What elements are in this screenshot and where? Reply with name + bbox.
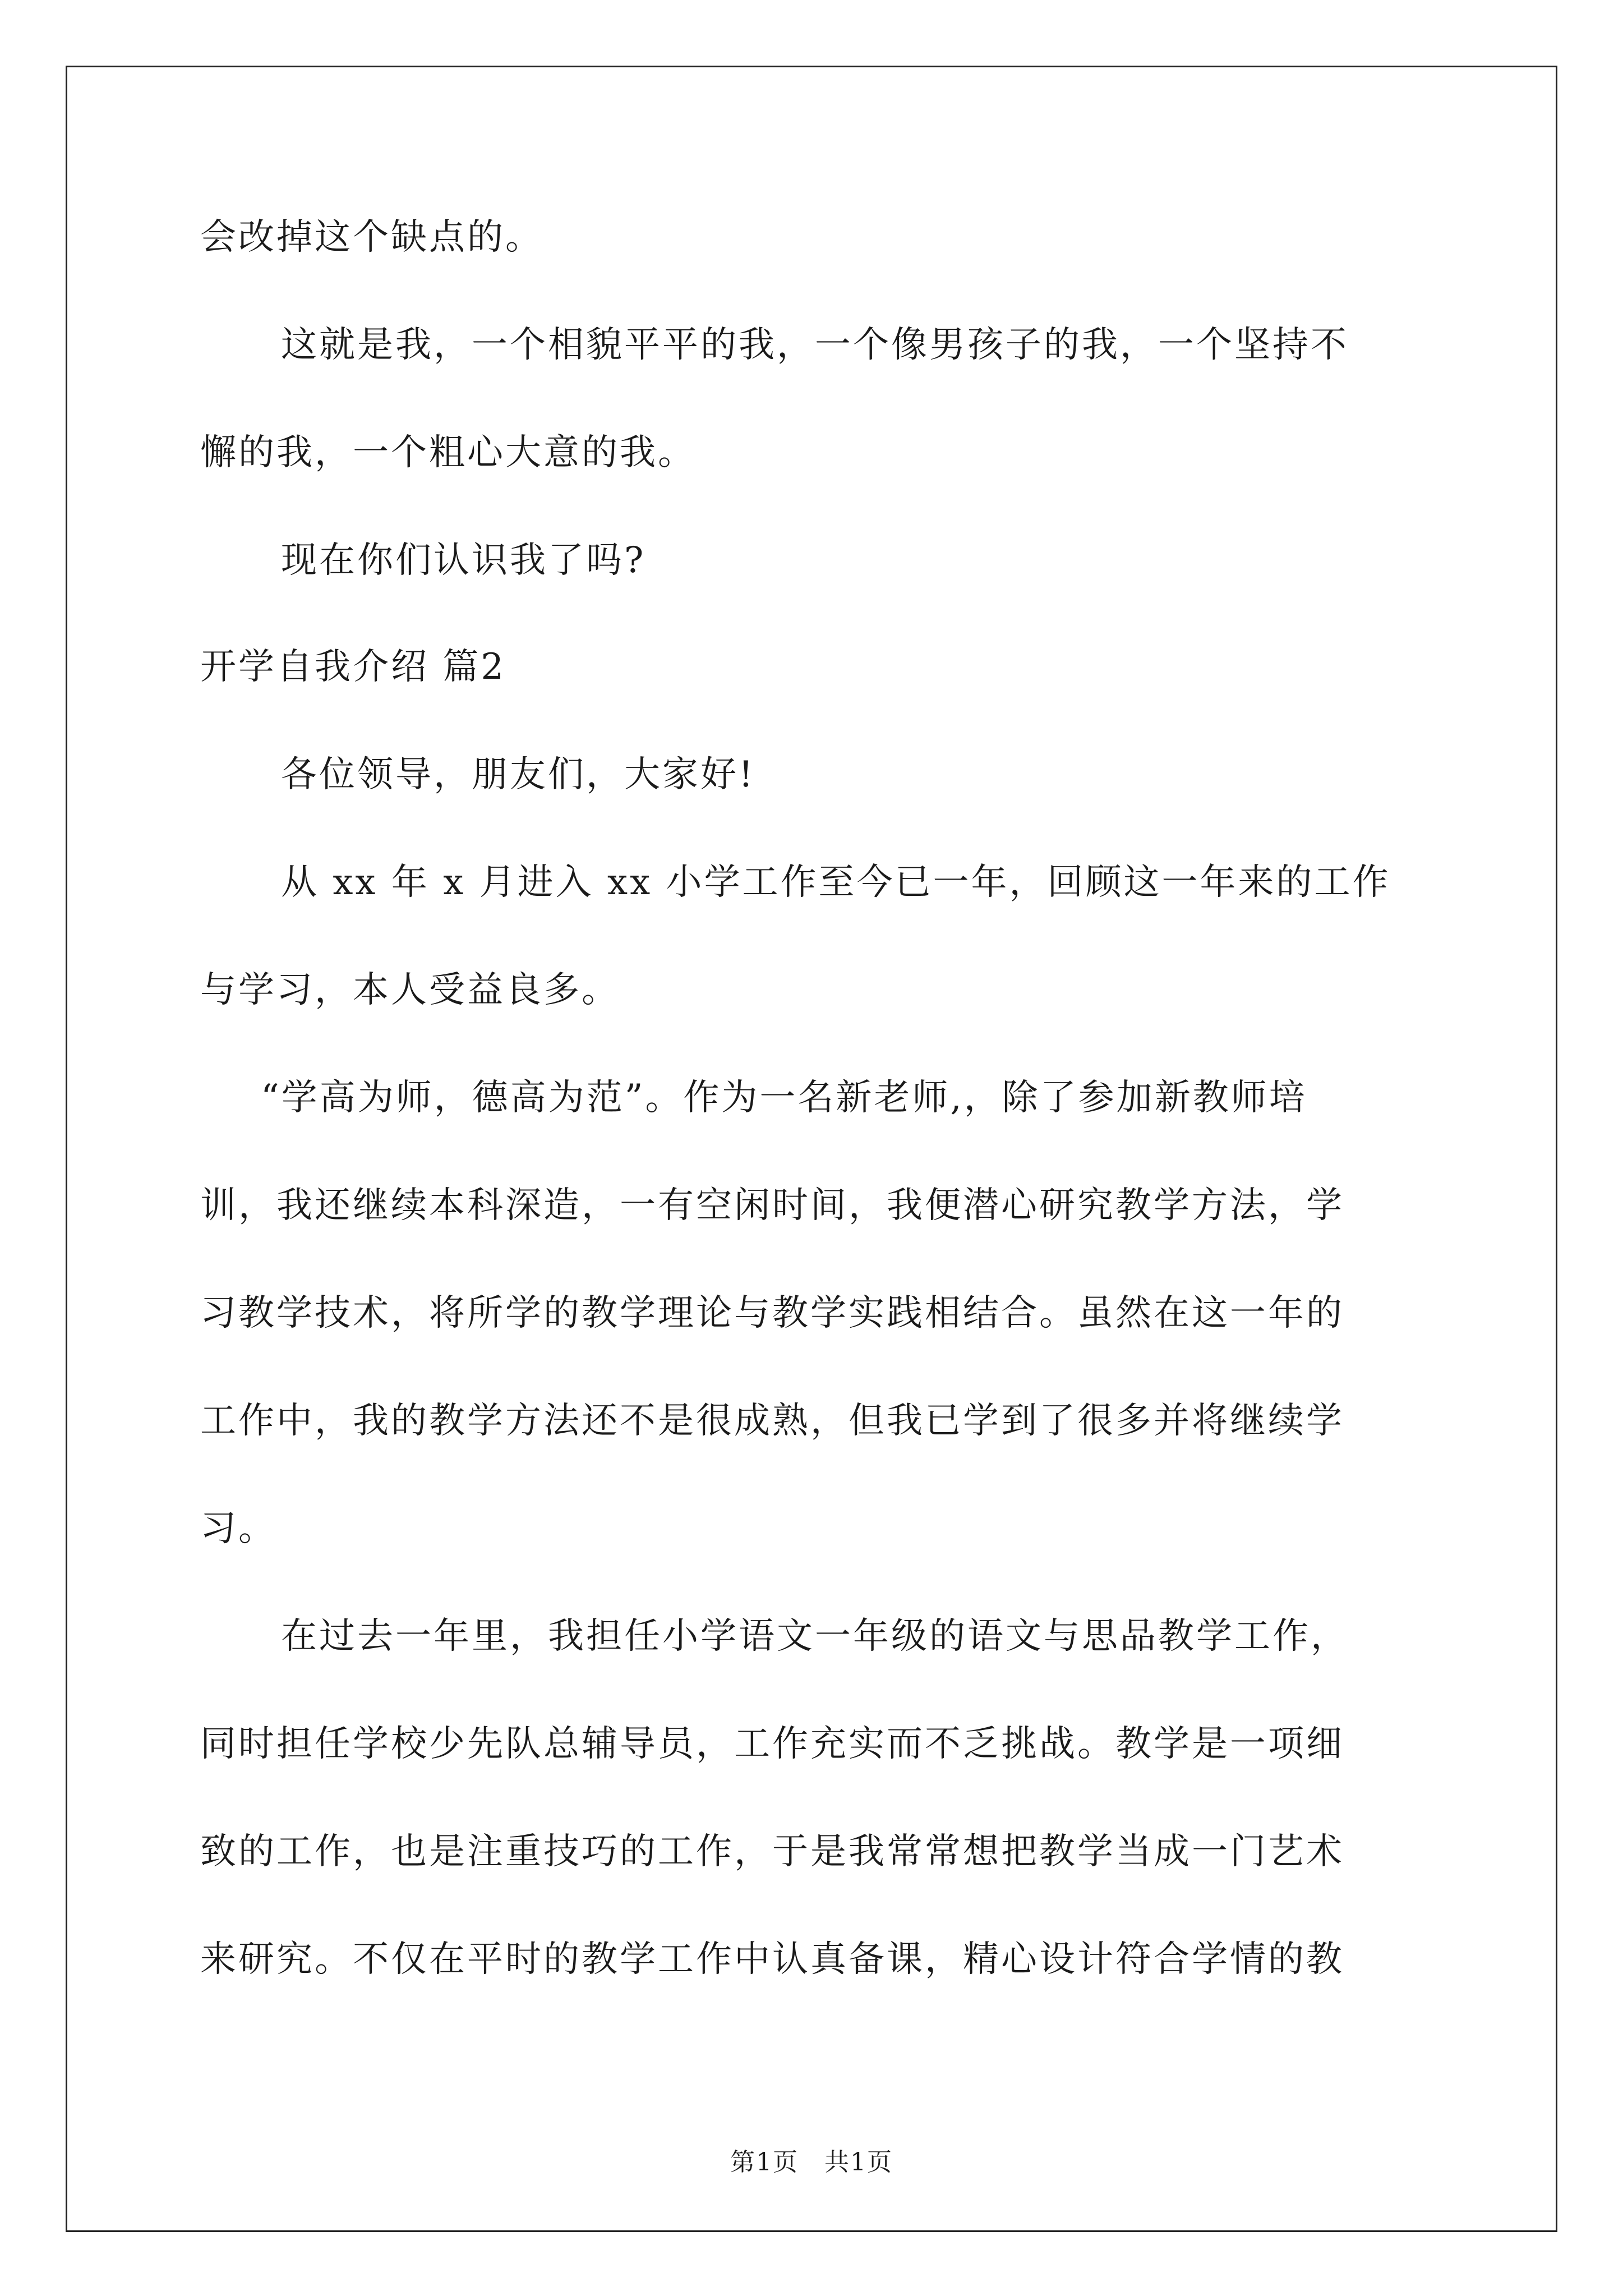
text-line: 现在你们认识我了吗? — [281, 540, 646, 581]
text-line: “学高为师，德高为范”。作为一名新老师,，除了参加新教师培 — [261, 1077, 1307, 1119]
text-line: 同时担任学校少先队总辅导员，工作充实而不乏挑战。教学是一项细 — [200, 1723, 1344, 1765]
text-line: 在过去一年里，我担任小学语文一年级的语文与思品教学工作， — [281, 1616, 1349, 1657]
text-line: 懈的我，一个粗心大意的我。 — [200, 432, 696, 473]
text-line: 训，我还继续本科深造，一有空闲时间，我便潜心研究教学方法，学 — [200, 1185, 1344, 1226]
text-line: 从 xx 年 x 月进入 xx 小学工作至今已一年，回顾这一年来的工作 — [281, 862, 1391, 903]
text-line: 会改掉这个缺点的。 — [200, 217, 543, 258]
text-line: 来研究。不仅在平时的教学工作中认真备课，精心设计符合学情的教 — [200, 1939, 1344, 1980]
page-footer: 第1页 共1页 — [730, 2148, 893, 2177]
text-line: 与学习，本人受益良多。 — [200, 969, 620, 1011]
page-border — [66, 66, 1557, 2232]
text-line: 习教学技术，将所学的教学理论与教学实践相结合。虽然在这一年的 — [200, 1292, 1344, 1334]
text-line: 习。 — [200, 1508, 276, 1549]
text-line: 致的工作，也是注重技巧的工作，于是我常常想把教学当成一门艺术 — [200, 1831, 1344, 1872]
text-line: 工作中，我的教学方法还不是很成熟，但我已学到了很多并将继续学 — [200, 1400, 1344, 1442]
text-line: 各位领导，朋友们，大家好! — [281, 754, 755, 795]
text-line: 这就是我，一个相貌平平的我，一个像男孩子的我，一个坚持不 — [281, 324, 1349, 366]
section-heading: 开学自我介绍 篇2 — [200, 646, 506, 688]
